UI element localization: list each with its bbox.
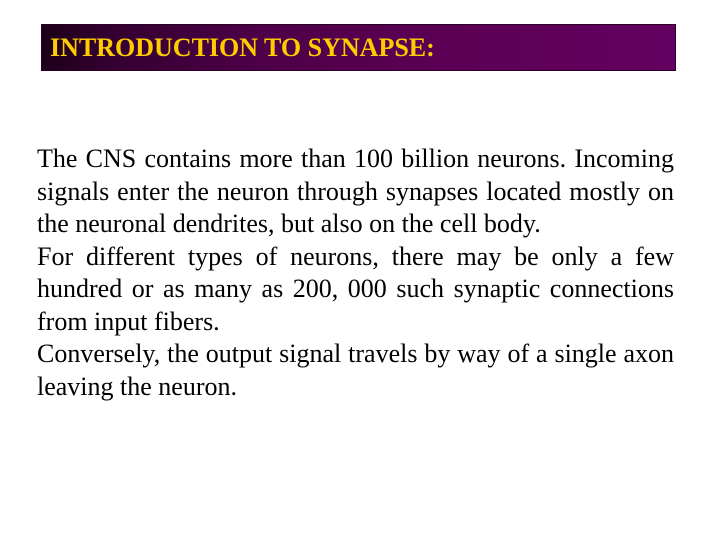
slide-body bbox=[37, 143, 674, 403]
paragraph-output-signal: Conversely, the output signal travels by way of a single axon leaving the neuron. bbox=[37, 339, 674, 401]
paragraph-cns-neurons: The CNS contains more than 100 billion neurons. Incoming signals enter the neuron through synapses located mostly on the neuronal dendrites, but also on the cell body. bbox=[37, 144, 674, 238]
paragraph-synaptic-connections: For different types of neurons, there may be only a few hundred or as many as 200, 000 such synaptic connections from input fibers. bbox=[37, 241, 674, 336]
slide-title: INTRODUCTION TO SYNAPSE: bbox=[50, 33, 435, 62]
title-bar bbox=[41, 24, 676, 71]
